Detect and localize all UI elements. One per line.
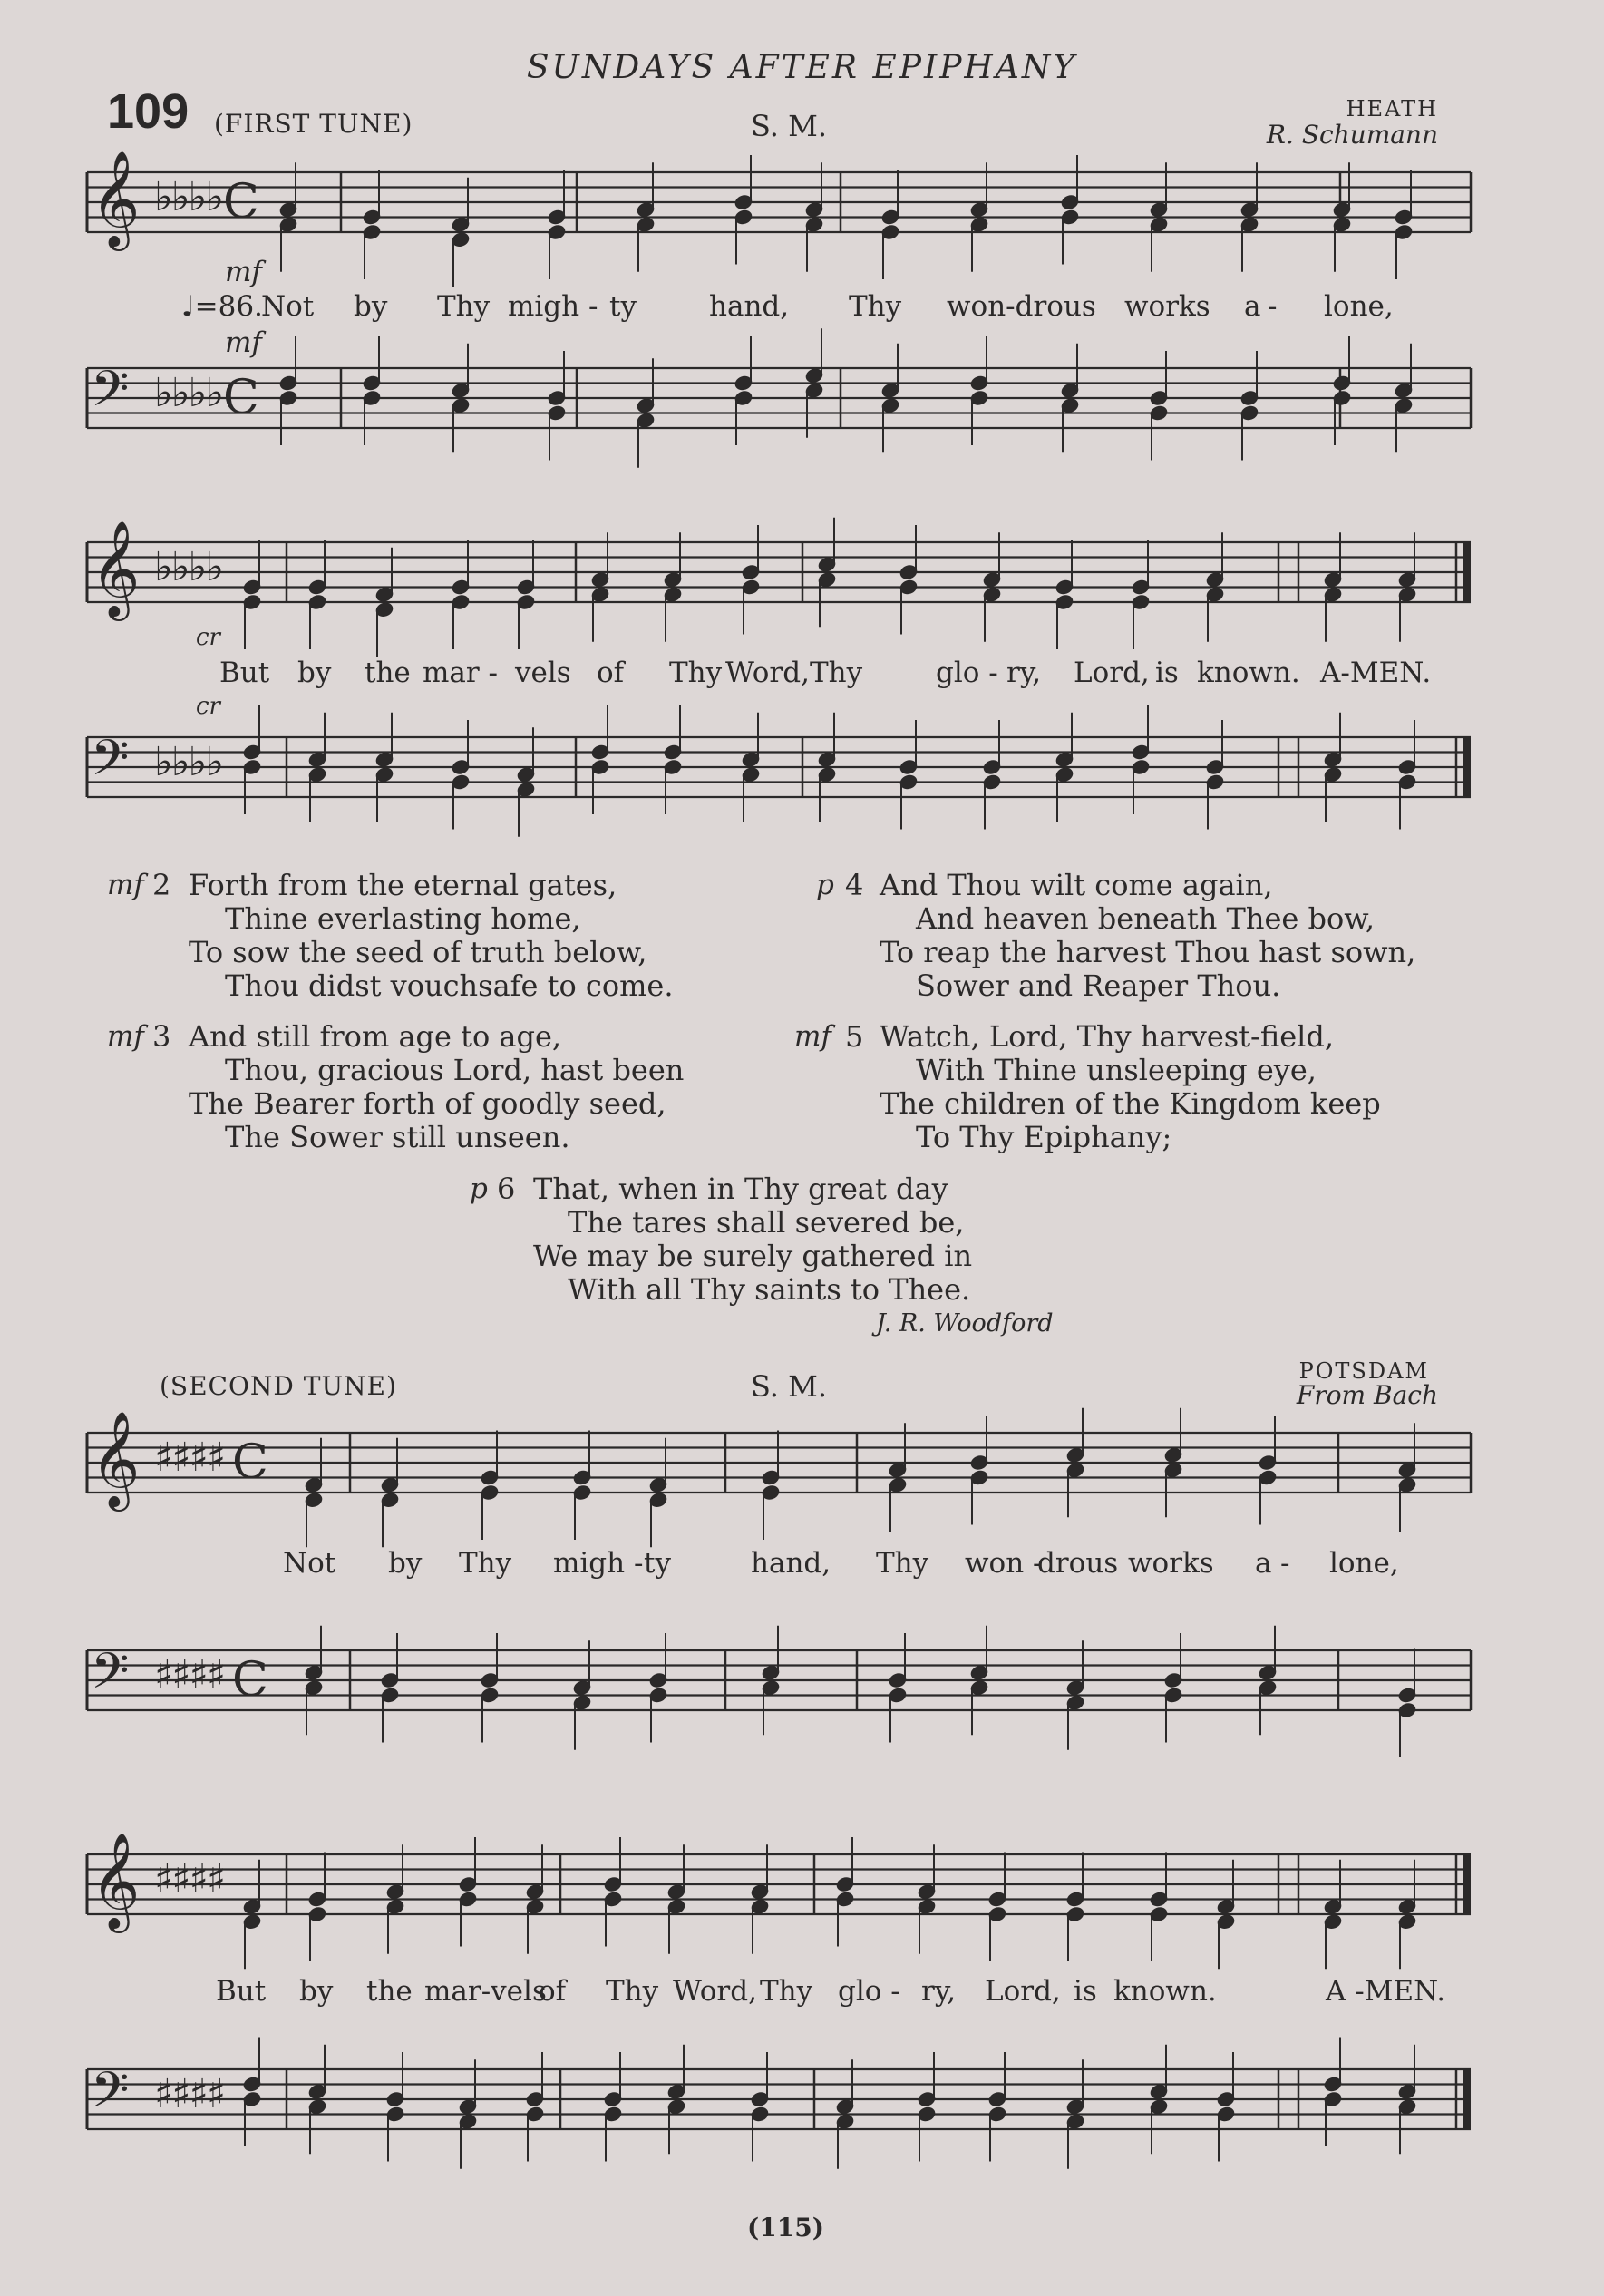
lyric-syllable: hand, — [751, 1547, 831, 1580]
final-bar — [1463, 542, 1471, 602]
lyric-syllable: of — [539, 1975, 567, 2008]
treble-clef-icon: 𝄞 — [91, 150, 141, 247]
lyric-syllable: hand, — [709, 290, 790, 323]
verse-5-mark: mf — [794, 1020, 831, 1053]
first-tune-meter: S. M. — [751, 109, 828, 143]
verse-4-line-1: And Thou wilt come again, — [880, 868, 1273, 902]
verse-2-line-2: Thine everlasting home, — [225, 901, 581, 936]
key-signature-sharps: ♯♯♯♯ — [154, 1435, 225, 1481]
time-signature-c: C — [232, 1653, 268, 1707]
lyric-syllable: Thy — [876, 1547, 929, 1580]
lyric-syllable: lone, — [1324, 290, 1394, 323]
lyric-syllable: Thy — [669, 657, 723, 689]
lyric-syllable: Not — [261, 290, 315, 323]
verse-2-number: 2 — [152, 868, 171, 902]
lyric-syllable: is — [1155, 657, 1179, 689]
bass-clef-icon: 𝄢 — [91, 1642, 130, 1712]
key-signature-flats: ♭♭♭♭ — [154, 370, 223, 416]
lyric-syllable: ry, — [921, 1975, 957, 2008]
lyric-syllable: Lord, — [1074, 657, 1150, 689]
lyric-syllable: by — [299, 1975, 334, 2008]
lyric-syllable: ty — [644, 1547, 671, 1580]
page-header: SUNDAYS AFTER EPIPHANY — [526, 49, 1078, 86]
cresc-mark: cr — [196, 624, 220, 651]
lyric-syllable: mar-vels — [424, 1975, 547, 2008]
lyric-syllable: by — [354, 290, 388, 323]
hymn-number: 109 — [107, 84, 190, 139]
hymn-author: J. R. Woodford — [876, 1309, 1054, 1338]
lyric-syllable: a — [1244, 290, 1261, 323]
lyric-syllable: known. — [1113, 1975, 1217, 2008]
lyric-syllable: a — [1255, 1547, 1272, 1580]
lyric-syllable: A -MEN. — [1326, 1975, 1446, 2008]
lyric-syllable: known. — [1197, 657, 1300, 689]
bass-clef-icon: 𝄢 — [91, 360, 130, 430]
lyric-syllable: drous — [1037, 1547, 1119, 1580]
verse-5-line-1: Watch, Lord, Thy harvest-field, — [880, 1019, 1335, 1054]
first-tune-label: (FIRST TUNE) — [214, 109, 413, 139]
verse-5-line-2: With Thine unsleeping eye, — [916, 1053, 1317, 1087]
page-number: (115) — [747, 2213, 824, 2242]
verse-5-line-4: To Thy Epiphany; — [916, 1120, 1172, 1154]
key-signature-sharps: ♯♯♯♯ — [154, 2071, 225, 2117]
verse-4-line-3: To reap the harvest Thou hast sown, — [880, 935, 1416, 969]
lyric-syllable: Word, — [673, 1975, 757, 2008]
verse-2-mark: mf — [107, 869, 144, 901]
second-tune-label: (SECOND TUNE) — [160, 1371, 397, 1401]
lyric-syllable: the — [365, 657, 411, 689]
lyric-syllable: Thy — [760, 1975, 813, 2008]
key-signature-sharps: ♯♯♯♯ — [154, 1856, 225, 1902]
lyric-syllable: migh - — [553, 1547, 644, 1580]
lyric-syllable: mar - — [423, 657, 499, 689]
verse-4-number: 4 — [845, 868, 864, 902]
verse-3-line-4: The Sower still unseen. — [225, 1120, 570, 1154]
lyric-syllable: Thy — [437, 290, 491, 323]
time-signature-c: C — [232, 1435, 268, 1490]
verse-6-line-2: The tares shall severed be, — [568, 1205, 965, 1240]
key-signature-flats: ♭♭♭♭ — [154, 544, 223, 590]
lyric-syllable: migh - — [508, 290, 598, 323]
tempo-marking: ♩=86. — [181, 290, 263, 323]
second-tune-composer: From Bach — [1296, 1380, 1438, 1410]
verse-4-line-4: Sower and Reaper Thou. — [916, 968, 1281, 1003]
second-tune-name: POTSDAM — [1298, 1358, 1429, 1384]
verse-6-mark: p — [470, 1172, 488, 1205]
verse-3-mark: mf — [107, 1020, 144, 1053]
first-tune-name: HEATH — [1346, 96, 1438, 122]
lyric-syllable: won - — [965, 1547, 1043, 1580]
cresc-mark-bass: cr — [196, 693, 220, 720]
lyric-syllable: won-drous — [947, 290, 1096, 323]
lyric-syllable: of — [597, 657, 625, 689]
lyric-syllable: A-MEN. — [1320, 657, 1432, 689]
bass-clef-icon: 𝄢 — [91, 729, 130, 799]
lyric-syllable: Not — [283, 1547, 336, 1580]
lyric-syllable: - — [1280, 1547, 1290, 1580]
verse-3-line-2: Thou, gracious Lord, hast been — [225, 1053, 685, 1087]
verse-4-mark: p — [816, 869, 834, 901]
lyric-syllable: glo - — [936, 657, 998, 689]
verse-2-line-1: Forth from the eternal gates, — [189, 868, 617, 902]
verse-6-line-3: We may be surely gathered in — [533, 1239, 973, 1273]
lyric-syllable: by — [388, 1547, 423, 1580]
second-tune-meter: S. M. — [751, 1369, 828, 1404]
lyric-syllable: is — [1074, 1975, 1097, 2008]
key-signature-flats: ♭♭♭♭ — [154, 739, 223, 785]
lyric-syllable: lone, — [1329, 1547, 1399, 1580]
verse-3-line-1: And still from age to age, — [189, 1019, 562, 1054]
final-bar — [1463, 2069, 1471, 2129]
verse-6-line-4: With all Thy saints to Thee. — [568, 1272, 971, 1307]
lyric-syllable: Word,Thy — [725, 657, 863, 689]
time-signature-c: C — [223, 175, 259, 229]
lyric-syllable: But — [216, 1975, 267, 2008]
key-signature-sharps: ♯♯♯♯ — [154, 1652, 225, 1698]
time-signature-c: C — [223, 371, 259, 425]
lyric-syllable: Thy — [606, 1975, 659, 2008]
verse-6-number: 6 — [497, 1172, 516, 1206]
lyric-syllable: works — [1124, 290, 1210, 323]
final-bar — [1463, 1854, 1471, 1914]
verse-4-line-2: And heaven beneath Thee bow, — [916, 901, 1375, 936]
verse-2-line-4: Thou didst vouchsafe to come. — [225, 968, 674, 1003]
lyric-syllable: works — [1128, 1547, 1214, 1580]
lyric-syllable: by — [297, 657, 332, 689]
lyric-syllable: glo - — [838, 1975, 900, 2008]
verse-2-line-3: To sow the seed of truth below, — [189, 935, 647, 969]
key-signature-flats: ♭♭♭♭ — [154, 174, 223, 220]
treble-clef-icon: 𝄞 — [91, 1410, 141, 1507]
final-bar — [1463, 737, 1471, 797]
bass-clef-icon: 𝄢 — [91, 2061, 130, 2131]
verse-5-line-3: The children of the Kingdom keep — [880, 1086, 1381, 1121]
treble-clef-icon: 𝄞 — [91, 1832, 141, 1929]
first-tune-composer: R. Schumann — [1266, 120, 1438, 150]
lyric-syllable: the — [366, 1975, 413, 2008]
treble-clef-icon: 𝄞 — [91, 520, 141, 617]
dynamic-mf-bass: mf — [225, 326, 262, 359]
verse-3-line-3: The Bearer forth of goodly seed, — [189, 1086, 666, 1121]
verse-5-number: 5 — [845, 1019, 864, 1054]
lyric-syllable: ty — [609, 290, 637, 323]
lyric-syllable: Thy — [459, 1547, 512, 1580]
lyric-syllable: - — [1268, 290, 1278, 323]
lyric-syllable: vels — [515, 657, 571, 689]
lyric-syllable: But — [219, 657, 270, 689]
dynamic-mf-treble: mf — [225, 256, 262, 288]
lyric-syllable: Thy — [849, 290, 902, 323]
lyric-syllable: Lord, — [985, 1975, 1061, 2008]
lyric-syllable: ry, — [1006, 657, 1042, 689]
verse-3-number: 3 — [152, 1019, 171, 1054]
verse-6-line-1: That, when in Thy great day — [533, 1172, 948, 1206]
